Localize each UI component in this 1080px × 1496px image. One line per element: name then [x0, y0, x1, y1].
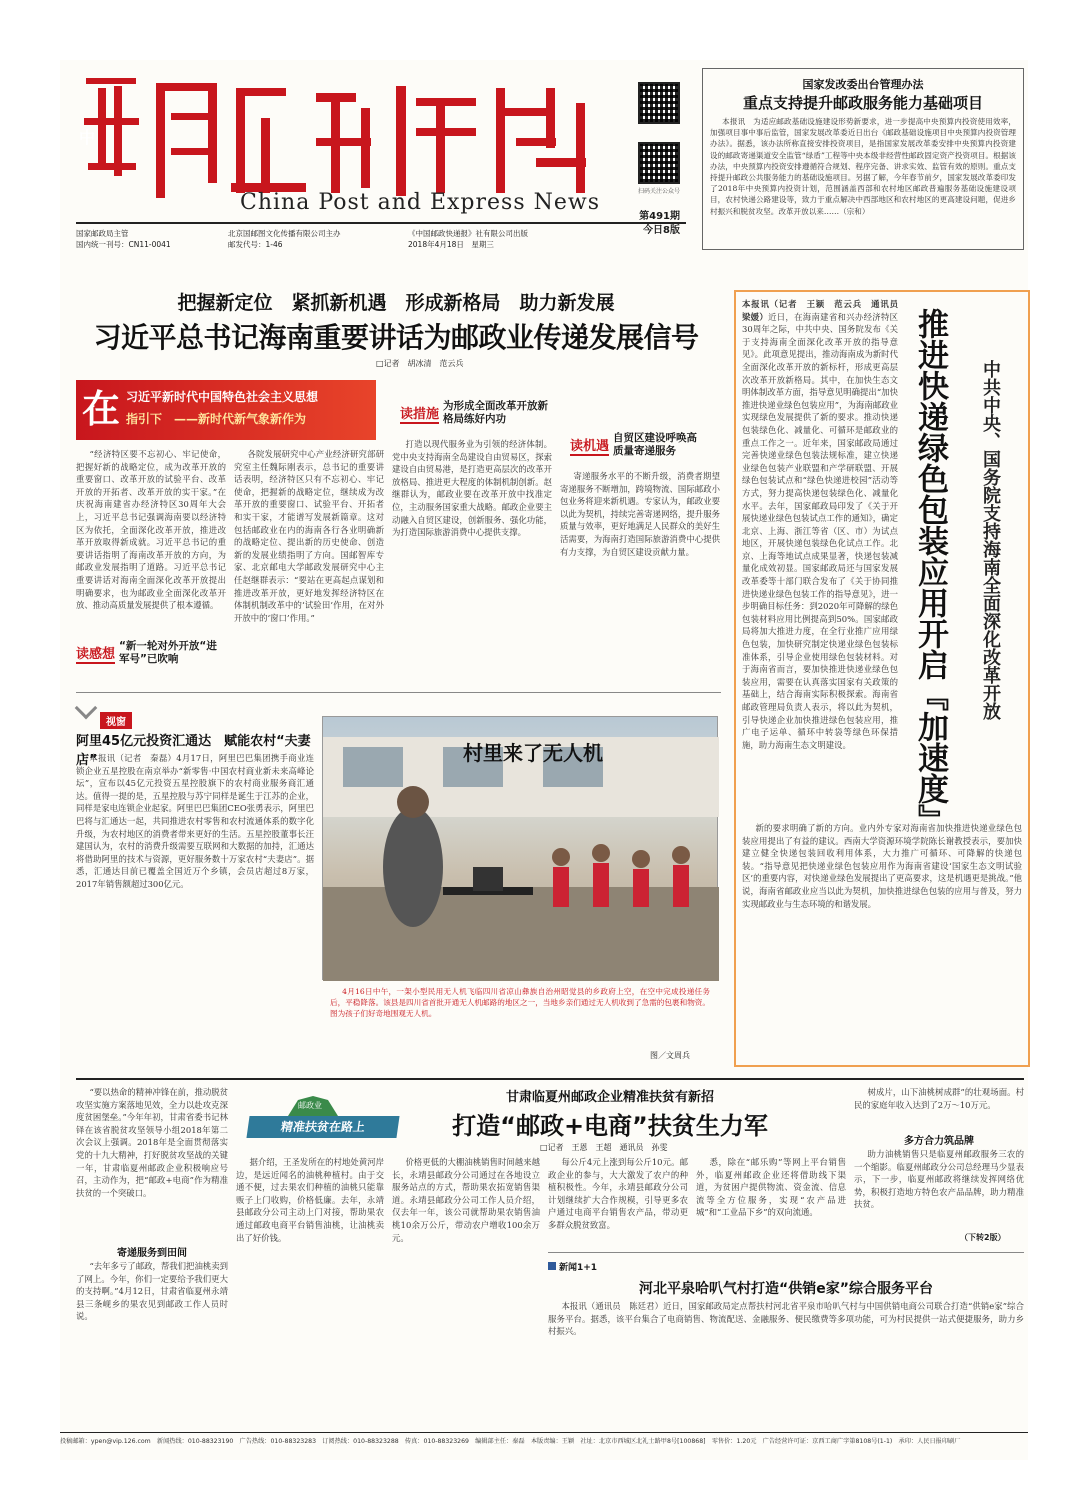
page-footer: 投稿邮箱：ypen@vip.126.com 新闻热线：010-88323190 广告热线：010-88323283 订阅热线：010-88323288 传真：010-88323269 编辑部主任：秦磊 本版责编：王颖 社址：北京市西城区北礼士路甲8号[100868] 零售价：1.20元 广告经营许可证：京西工商广字第8108号(1-1) 承印：人民日报印刷厂	[60, 1432, 1028, 1446]
masthead-meta-date: 《中国邮政快递报》社有限公司出版 2018年4月18日 星期三	[408, 229, 528, 249]
lead-column-1: “经济特区要不忘初心、牢记使命，把握好新的战略定位，成为改革开放的重要窗口、改革开放的试验平台、改革开放的开拓者、改革开放的实干家。”在庆祝海南建省办经济特区30周年大会上，习近平总书记强调海南要以经济特区为依托，全面深化改革开放，推进改革开放取得新成就。习近平总书记的重要讲话指明了海南改革开放的方向，为邮政业发展指明了道路。习近平总书记重要讲话对海南全面深化改革开放提出明确要求，也为邮政业全面深化改革开放、推动高质量发展提供了根本遵循。	[76, 449, 226, 611]
section-rule	[76, 1078, 1024, 1080]
arrow-icon	[75, 697, 98, 720]
lead-headline: 习近平总书记海南重要讲话为邮政业传递发展信号	[93, 321, 699, 354]
poverty-subhead-delivery: 寄递服务到田间	[117, 1248, 187, 1259]
lead-byline: □记者 胡冰清 范云兵	[376, 359, 464, 368]
top-right-kicker: 国家发改委出台管理办法	[802, 78, 924, 91]
poverty-column-6b: 助力油桃销售只是临夏州邮政服务三农的一个缩影。临夏州邮政分公司总经理马少显表示，下一步，临夏州邮政将继续发挥网络优势，积极打造地方特色农产品品牌，助力精准扶贫。	[854, 1149, 1024, 1210]
poverty-column-2: 据介绍，王圣发所在的村地处黄河岸边，是远近闻名的油桃种植村。由于交通不便，过去果农们种植的油桃只能靠贩子上门收购，价格低廉。去年，永靖县邮政分公司主动上门对接，帮助果农通过邮政电商平台销售油桃，让油桃卖出了好价钱。	[236, 1157, 384, 1243]
photo-title: 村里来了无人机	[463, 741, 603, 765]
masthead-meta-left: 国家邮政局主管 国内统一刊号：CN11-0041	[76, 229, 171, 249]
poverty-subhead-brand: 多方合力筑品牌	[904, 1136, 974, 1147]
square-icon	[548, 1262, 556, 1270]
qr-caption: 扫码关注公众号	[637, 188, 680, 195]
green-packaging-body: 本报讯（记者 王颖 范云兵 通讯员 梁媛）近日，在海南建省和兴办经济特区30周年之际，中共中央、国务院发布《关于支持海南全面深化改革开放的指导意见》。此项意见提出，推动海南成为新时代全面深化改革开放的新标杆，形成更高层次改革开放新格局。其中，在加快生态文明体制改革方面，指导意见明确提出“加快推进快递业绿色包装应用”，为海南邮政业实现绿色发展提供了新的要求。推动快递包装绿色化、减量化、可循环是邮政业的重点工作之一。近年来，国家邮政局通过完善快递业绿色包装法规标准，建立快递业绿色包装产业联盟和产学研联盟、开展绿色包装试点和“绿色快递进校园”活动等方式，努力提高快递包装绿色化、减量化水平。去年，国家邮政局印发了《关于开展快递业绿色包装试点工作的通知》，确定北京、上海、浙江等省（区、市）为试点地区，开展快递包装绿色化试点工作。北京、上海等地试点成果显著，快递包装减量化成效初显。国家邮政局还与国家发展改革委等十部门联合发布了《关于协同推进快递业绿色包装工作的指导意见》，进一步明确目标任务：到2020年可降解的绿色包装材料应用比例提高到50%。国家邮政局将加大推进力度，在全行业推广应用绿色包装，加快研究制定快递业绿色包装标准体系，引导企业使用绿色包装材料。对于海南省而言，要加快推进快递业绿色包装应用，需要在认真落实国家有关政策的基础上，结合海南实际积极探索。海南省邮政管理局负责人表示，将以此为契机，引导快递企业加快推进绿色包装应用，推广电子运单、循环中转袋等绿色环保措施，助力海南生态文明建设。	[742, 299, 907, 750]
poverty-headline: 打造“邮政+电商”扶贫生力军	[452, 1112, 768, 1140]
banner-character: 在	[82, 386, 121, 431]
masthead-issue: 第491期 今日8版	[639, 211, 680, 236]
photo-caption: 4月16日中午，一架小型民用无人机飞临四川省凉山彝族自治州昭觉县的乡政府上空，在空中完成投递任务后，平稳降落。该县是四川省首批开通无人机邮路的地区之一，当地乡亲们通过无人机收到了急需的包裹和物资。图为孩子们好奇地围观无人机。	[330, 987, 710, 1018]
poverty-column-6: 树成片，山下油桃树成群”的壮观场面。村民的家庭年收入达到了2万～10万元。	[854, 1087, 1024, 1110]
poverty-badge-main: 精准扶贫在路上	[246, 1116, 399, 1138]
poverty-column-1: “要以热命的精神冲锋在前，推动脱贫攻坚实施方案落地见效，全力以赴攻克深度贫困堡垒。”今年年初，甘肃省委书记林铎在该省脱贫攻坚领导小组2018年第二次会议上强调。2018年是全面贯彻落实党的十九大精神，打好脱贫攻坚战的关键一年，甘肃临夏州邮政企业积极响应号召，主动作为，把“邮政+电商”作为精准扶贫的一个突破口。	[76, 1087, 228, 1198]
banner-line-1: 习近平新时代中国特色社会主义思想	[126, 390, 319, 404]
pingquan-body: 本报讯（通讯员 陈廷君）近日，国家邮政局定点帮扶村河北省平泉市哈叭气村与中国供销电商公司联合打造“供销e家”综合服务平台。据悉，该平台集合了电商销售、物流配送、金融服务、便民缴费等多项功能，可为村民提供一站式便捷服务，助力乡村振兴。	[548, 1301, 1024, 1337]
qr-code-icon	[638, 142, 680, 184]
svg-text:中: 中	[79, 128, 96, 147]
poverty-badge-top: 邮政业	[298, 1101, 322, 1110]
masthead-rule	[76, 222, 686, 224]
lead-column-4: 寄递服务水平的不断升级，消费者期望寄递服务不断增加，跨境物流、国际邮政小包业务将迎来新机遇。专家认为，邮政业要以此为契机，持续完善寄递网络，提升服务质量与效率，更好地满足人民群众的美好生活需要，为海南打造国际旅游消费中心提供有力支撑，为自贸区建设贡献力量。	[560, 471, 720, 557]
poverty-column-4: 每公斤4元上涨到每公斤10元。邮政企业的参与，大大激发了农户的种植积极性。今年，永靖县邮政分公司计划继续扩大合作规模，引导更多农户通过电商平台销售农产品，带动更多群众脱贫致富。	[548, 1157, 688, 1230]
photo-credit: 图／文周兵	[650, 1051, 690, 1060]
masthead-english-title: China Post and Express News	[240, 190, 601, 215]
poverty-column-5: 悉，除在“邮乐购”等网上平台销售外，临夏州邮政企业还将借助线下渠道，为贫困户提供物流、资金流、信息流等全方位服务，实现“农产品进城”和“工业品下乡”的双向流通。	[696, 1157, 846, 1218]
green-packaging-title: 推进快递绿色包装应用开启『加速度』	[912, 308, 948, 835]
poverty-badge	[248, 1096, 398, 1140]
poverty-column-1b: “去年多亏了邮政，帮我们把油桃卖到了网上。今年，你们一定要给予我们更大的支持啊。”4月12日，甘肃省临夏州永靖县三条岘乡的果农见到邮政工作人员时说。	[76, 1261, 228, 1322]
section-tag-news: 新闻1+1	[548, 1260, 597, 1273]
divider	[76, 692, 721, 693]
lead-banner	[76, 380, 376, 440]
poverty-column-3: 价格更低的大棚油桃销售时间越来越长，永靖县邮政分公司通过在各地设立服务站点的方式，帮助果农拓宽销售渠道。永靖县邮政分公司工作人员介绍，仅去年一年，该公司就帮助果农销售油桃10余万公斤，带动农户增收100余万元。	[392, 1157, 540, 1243]
section-tag-window: 视窗	[100, 712, 132, 729]
green-packaging-subtitle: 中共中央、国务院支持海南全面深化改革开放	[980, 360, 1001, 720]
top-right-body: 本报讯 为适应邮政基础设施建设形势新要求，进一步提高中央预算内投资使用效率，加强项目事中事后监管，国家发展改革委近日出台《邮政基础设施项目中央预算内投资管理办法》。据悉，该办法所称直接安排投资项目，是指国家发展改革委安排中央预算内投资建设的邮政寄递渠道安全监管“绿盾”工程等中央本级非经营性邮政固定资产投资项目。根据该办法，中央预算内投资安排遵循符合规划、程序完备、讲求实效、监管有效的原则。重点支持提升邮政公共服务能力的基础设施项目。另据了解，今年春节前夕，国家发展改革委印发了2018年中央预算内投资计划，范围涵盖西部和农村地区邮政普遍服务基础设施建设项目，农村快递公路建设等，致力于重点解决中西部地区和农村地区的更高建设问题，促进乡村振兴和脱贫攻坚。改革开放以来……（宗和）	[710, 117, 1016, 216]
lead-column-3: 打造以现代服务业为引领的经济体制。党中央支持海南全岛建设自由贸易区，探索建设自由贸易港，是打造更高层次的改革开放格局、推进更大程度的体制机制创新。赵继群认为，邮政业要在改革开放中找准定位，主动服务国家重大战略。邮政企业要主动融入自贸区建设，创新服务、强化功能，为打造国际旅游消费中心提供支撑。	[392, 439, 552, 538]
lead-kicker: 把握新定位 紧抓新机遇 形成新格局 助力新发展	[177, 292, 615, 314]
banner-line-2: 指引下 ——新时代新气象新作为	[126, 412, 307, 426]
sub-heading-measures: 读措施为形成全面改革开放新格局练好内功	[400, 400, 549, 425]
alibaba-body: 本报讯（记者 秦磊）4月17日，阿里巴巴集团携手商业连锁企业五星控股在南京举办“新零售·中国农村商业新未来高峰论坛”，宣布以45亿元投资五星控股旗下的农村商业服务商汇通达。值得一提的是，五星控股与苏宁同样是诞生于江苏的企业，同样是家电连锁企业起家。阿里巴巴集团CEO张勇表示，阿里巴巴将与汇通达一起，共同推进农村零售和农村流通体系的数字化升级，为农村地区的消费者带来更好的生活。五星控股董事长汪建国认为，农村的消费升级需要互联网和大数据的加持，汇通达将借助阿里的技术与资源，更好服务数十万家农村“夫妻店”。据悉，汇通达目前已覆盖全国近万个乡镇，会员店超过8万家，2017年销售额超过300亿元。	[76, 753, 314, 889]
top-right-headline: 重点支持提升邮政服务能力基础项目	[742, 94, 983, 112]
poverty-byline: □记者 王恩 王超 通讯员 孙雯	[540, 1143, 668, 1152]
newspaper-page	[60, 60, 1028, 1460]
drone-photo	[322, 716, 718, 980]
qr-code-icon	[638, 82, 680, 124]
green-packaging-body-2: 新的要求明确了新的方向。业内外专家对海南省加快推进快递业绿色包装应用提出了有益的建议。西南大学资源环境学院陈长谢教授表示，要加快建立健全快递包装回收利用体系，大力推广可循环、可降解的快递包装。“指导意见把快递业绿色包装应用作为海南省建设‘国家生态文明试验区’的重要内容，对快递业绿色发展提出了更高要求，这是机遇更是挑战。”他说，海南省邮政业应当以此为契机，加快推进绿色包装的应用与普及，努力实现邮政业与生态环境的和谐发展。	[742, 823, 1022, 909]
sub-heading-opportunity: 读机遇自贸区建设呼唤高质量寄递服务	[570, 432, 698, 457]
sub-heading-thoughts: 读感想“新一轮对外开放“进军号”已吹响	[76, 640, 217, 665]
alibaba-headline: 阿里45亿元投资汇通达 赋能农村“夫妻店”	[76, 734, 311, 768]
divider	[548, 1252, 1024, 1253]
poverty-continue: （下转2版）	[960, 1233, 1006, 1242]
lead-column-2: 各院发展研究中心产业经济研究部研究室主任魏际刚表示，总书记的重要讲话表明，经济特区只有不忘初心、牢记使命，把握新的战略定位，继续成为改革开放的重要窗口、试验平台、开拓者和实干家，才能谱写发展新篇章。这对包括邮政业在内的海南各行各业明确新的战略定位、提出新的历史使命、创造新的发展业绩指明了方向。国邮智库专家、北京邮电大学邮政发展研究中心主任赵继群表示：“要站在更高起点谋划和推进改革开放，更好地发挥经济特区在体制机制改革中的‘试验田’作用，在对外开放中的‘窗口’作用。”	[234, 449, 384, 623]
poverty-kicker: 甘肃临夏州邮政企业精准扶贫有新招	[505, 1090, 714, 1105]
pingquan-headline: 河北平泉哈叭气村打造“供销e家”综合服务平台	[639, 1281, 933, 1297]
masthead-meta-center: 北京国邮图文化传播有限公司主办 邮发代号：1-46	[228, 229, 341, 249]
